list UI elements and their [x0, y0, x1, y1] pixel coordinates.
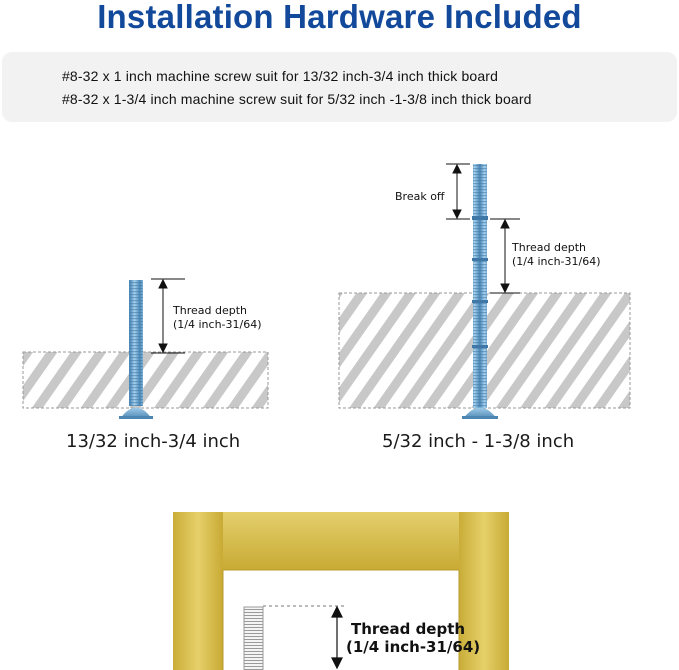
left-thread-value: (1/4 inch-31/64) [173, 318, 262, 331]
handle-thread-dimension [332, 607, 342, 668]
left-caption: 13/32 inch-3/4 inch [66, 431, 241, 452]
info-line-1: #8-32 x 1 inch machine screw suit for 13/32 inch-3/4 inch thick board [62, 68, 499, 84]
handle-thread-label: Thread depth [351, 620, 466, 638]
right-caption: 5/32 inch - 1-3/8 inch [382, 431, 575, 452]
left-board [23, 352, 268, 408]
page-title: Installation Hardware Included [97, 0, 582, 35]
handle-screw-outline [244, 606, 347, 670]
right-break-dimension [446, 164, 470, 219]
right-thread-label: Thread depth [512, 241, 586, 254]
info-line-2: #8-32 x 1-3/4 inch machine screw suit for 5/32 inch -1-3/8 inch thick board [62, 91, 532, 107]
left-thread-label: Thread depth [173, 304, 247, 317]
right-thread-value: (1/4 inch-31/64) [512, 255, 601, 268]
handle-thread-value: (1/4 inch-31/64) [346, 638, 481, 656]
right-break-label: Break off [395, 190, 445, 203]
